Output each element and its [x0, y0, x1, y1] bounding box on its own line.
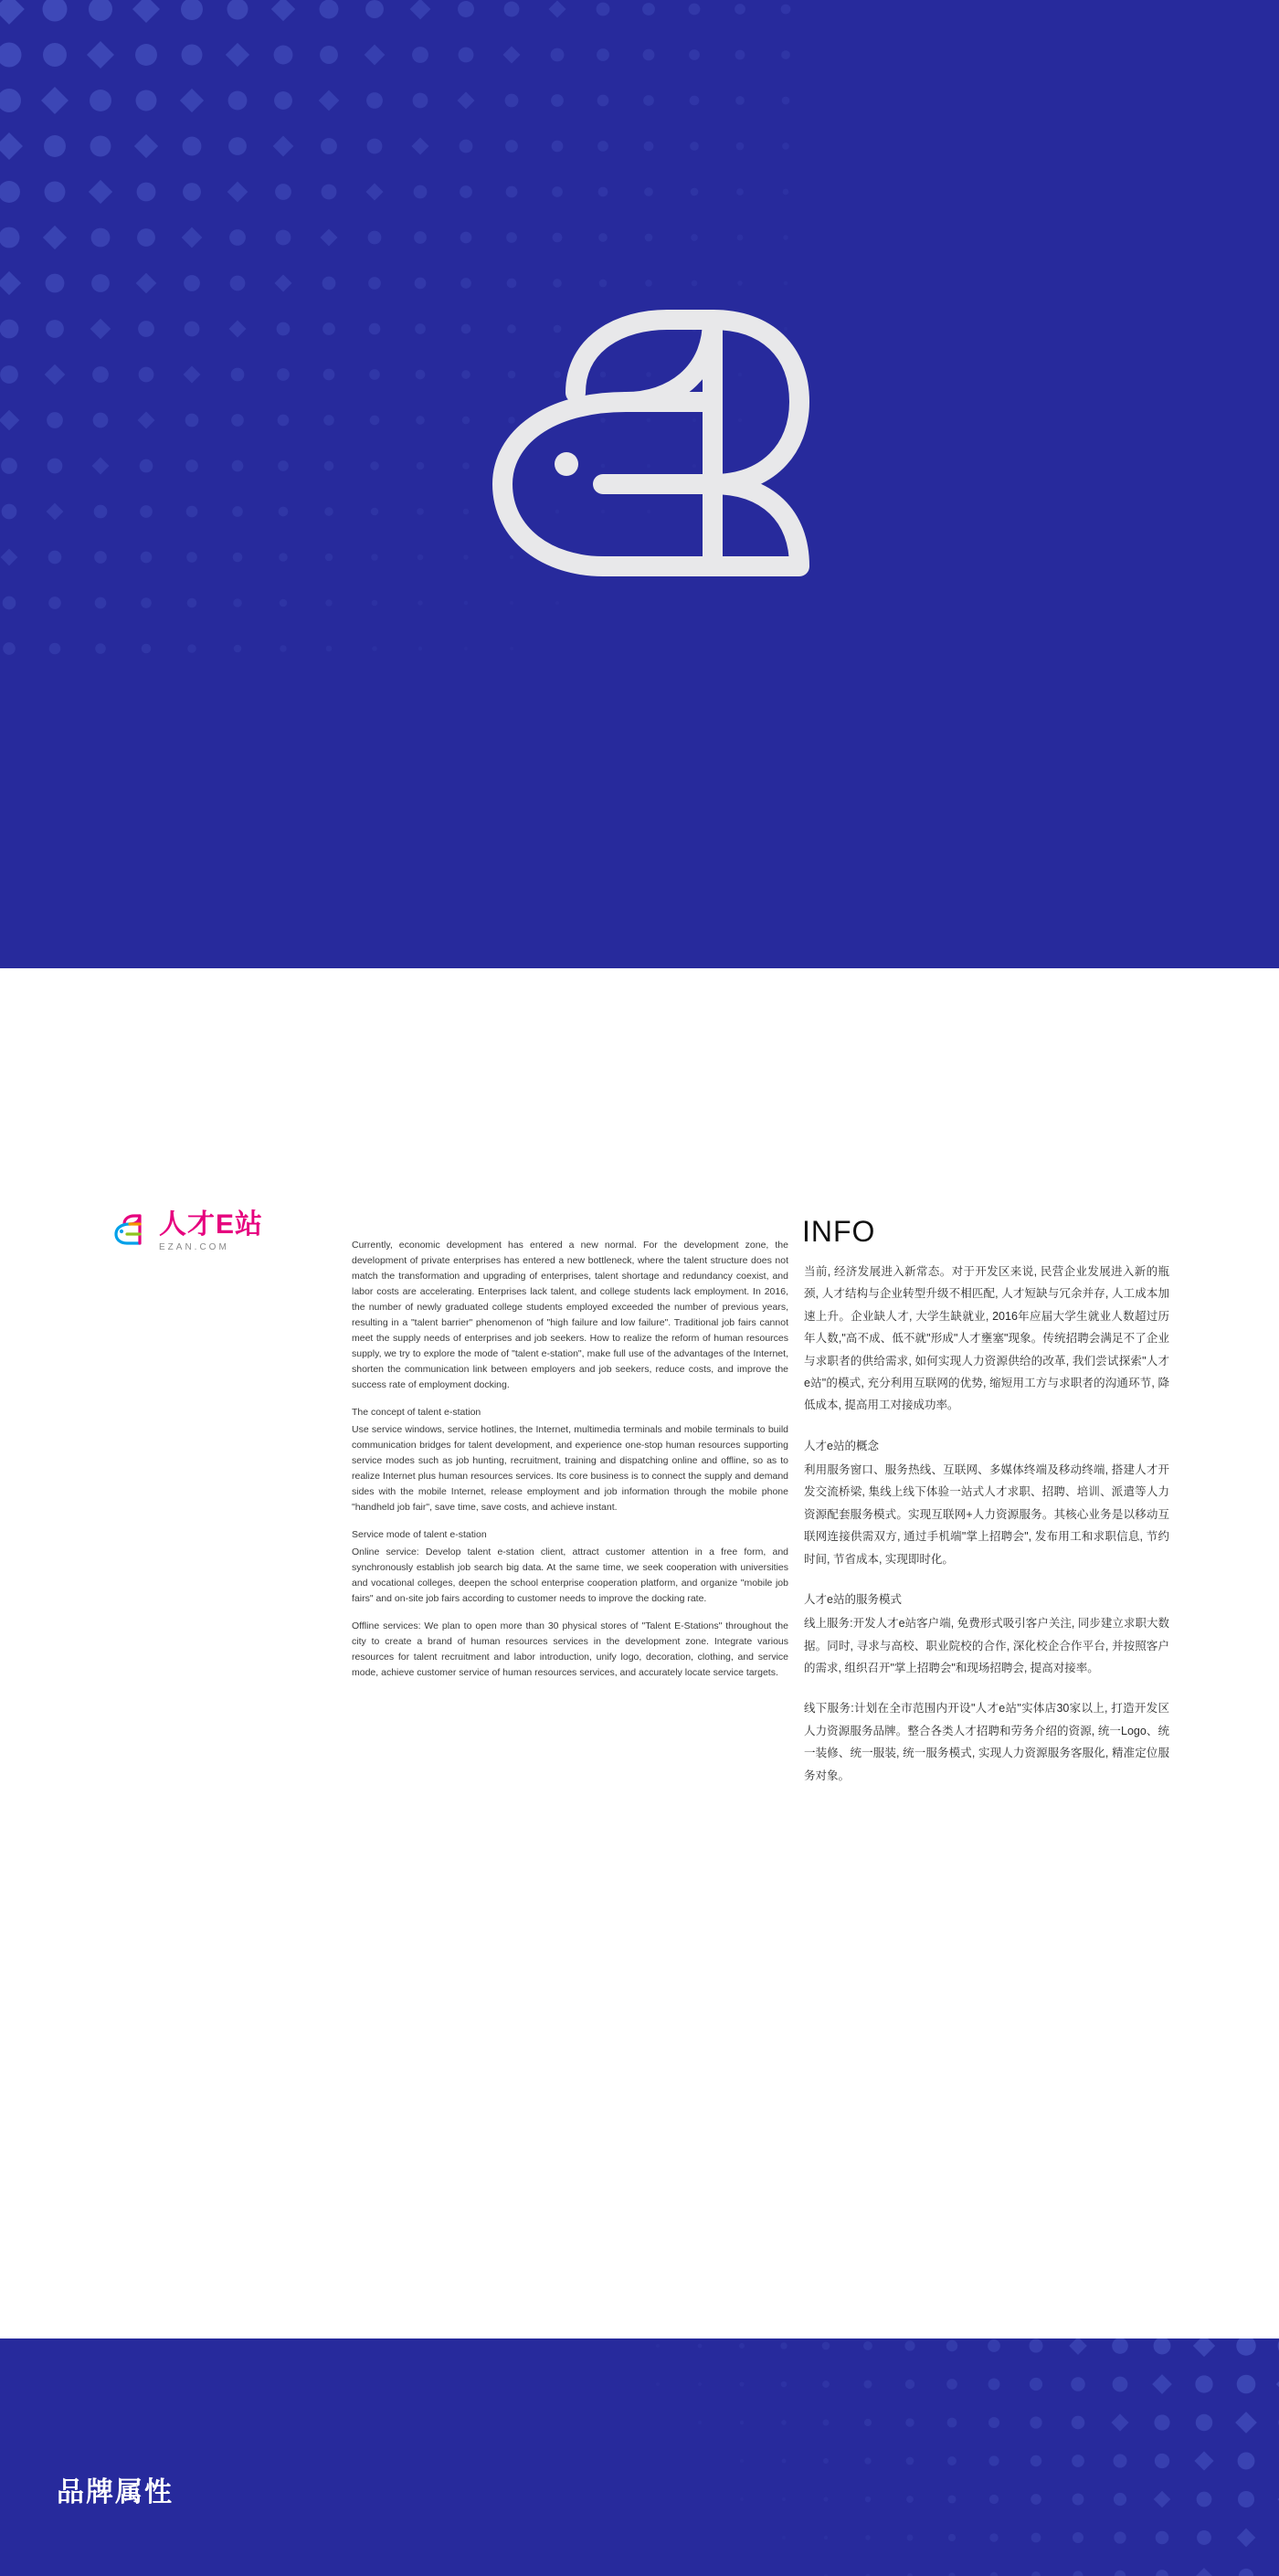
english-paragraph-2: Use service windows, service hotlines, the Internet, multimedia terminals and mobile terminals to build communication bridges for talent development, and experience one-stop human resources supporting service modes such as job hunting, recruitment, training and dispatching online and offline, so as to realize Internet plus human resources services. Its core business is to connect the supply and demand sides with the mobile Internet, release employment and job information through the mobile phone "handheld job fair", save time, save costs, and achieve instant.	[352, 1424, 788, 1513]
content-area	[0, 968, 1279, 2338]
footer-banner	[0, 2338, 1279, 2576]
chinese-heading-3: 人才e站的服务模式	[804, 1592, 902, 1606]
english-paragraph-4: Offline services: We plan to open more than 30 physical stores of "Talent E-Stations" throughout the city to create a brand of human resources services in the development zone. Integrate various resources for talent recruitment and labor introduction, unify logo, decoration, clothing, and service mode, achieve customer service of human resources services, and accurately locate service targets.	[352, 1621, 788, 1678]
ezan-brand-mark-icon	[110, 1210, 152, 1252]
brand-name-cn-text: 人才E站	[159, 1209, 264, 1240]
chinese-paragraph-2: 利用服务窗口、服务热线、互联网、多媒体终端及移动终端, 搭建人才开发交流桥梁, 集线上线下体验一站式人才求职、招聘、培训、派遣等人力资源配套服务模式。实现互联网+人力资源服务。其核心业务是以移动互联网连接供需双方, 通过手机端"掌上招聘会", 发布用工和求职信息, 节约时间, 节省成本, 实现即时化。	[804, 1463, 1169, 1566]
english-paragraph-1: Currently, economic development has entered a new normal. For the development zone, the development of private enterprises has entered a new bottleneck, where the talent structure does not match the transformation and upgrading of enterprises, talent shortage and redundancy coexist, and labor costs are accelerating. Enterprises lack talent, and college students lack employment. In 2016, the number of newly graduated college students employed exceeded the number of previous years, resulting in a "talent barrier" phenomenon of "high failure and low failure". Traditional job fairs cannot meet the supply needs of enterprises and job seekers. How to realize the reform of human resources supply, we try to explore the mode of "talent e-station", make full use of the advantages of the Internet, shorten the communication link between employers and job seekers, reduce costs, and improve the success rate of employment docking.	[352, 1240, 788, 1390]
hero-banner	[0, 0, 1279, 968]
english-paragraph-3: Online service: Develop talent e-station client, attract customer attention in a free form, and synchronously establish job search big data. At the same time, we seek cooperation with universities and vocational colleges, deepen the school enterprise cooperation platform, and organize "mobile job fairs" and on-site job fairs according to customer needs to improve the docking rate.	[352, 1547, 788, 1604]
chinese-heading-2: 人才e站的概念	[804, 1439, 879, 1452]
chinese-paragraph-3: 线上服务:开发人才e站客户端, 免费形式吸引客户关注, 同步建立求职大数据。同时, 寻求与高校、职业院校的合作, 深化校企合作平台, 并按照客户的需求, 组织召开"掌上招聘会"和现场招聘会, 提高对接率。	[804, 1617, 1169, 1674]
chinese-paragraph-1: 当前, 经济发展进入新常态。对于开发区来说, 民营企业发展进入新的瓶颈, 人才结构与企业转型升级不相匹配, 人才短缺与冗余并存, 人工成本加速上升。企业缺人才, 大学生缺就业, 2016年应届大学生就业人数超过历年人数,"高不成、低不就"形成"人才壅塞"现象。传统招聘会满足不了企业与求职者的供给需求, 如何实现人力资源供给的改革, 我们尝试探索"人才e站"的模式, 充分利用互联网的优势, 缩短用工方与求职者的沟通环节, 降低成本, 提高用工对接成功率。	[804, 1265, 1169, 1412]
footer-dot-pattern	[640, 2338, 1279, 2576]
brand-lockup	[110, 1210, 320, 1252]
footer-title: 品牌属性	[57, 2477, 174, 2507]
english-heading-3: Service mode of talent e-station	[352, 1529, 487, 1540]
chinese-paragraph-4: 线下服务:计划在全市范围内开设"人才e站"实体店30家以上, 打造开发区人力资源服务品牌。整合各类人才招聘和劳务介绍的资源, 统一Logo、统一装修、统一服装, 统一服务模式, 实现人力资源服务客服化, 精准定位服务对象。	[804, 1702, 1169, 1782]
ezan-e-logo-icon	[439, 256, 822, 621]
english-heading-2: The concept of talent e-station	[352, 1407, 481, 1418]
english-copy-column	[352, 1238, 788, 1681]
chinese-copy-column	[804, 1261, 1169, 1787]
brand-name-en: EZAN.COM	[159, 1241, 229, 1252]
brand-name-cn	[159, 1210, 263, 1240]
page-title: INFO	[802, 1215, 876, 1248]
